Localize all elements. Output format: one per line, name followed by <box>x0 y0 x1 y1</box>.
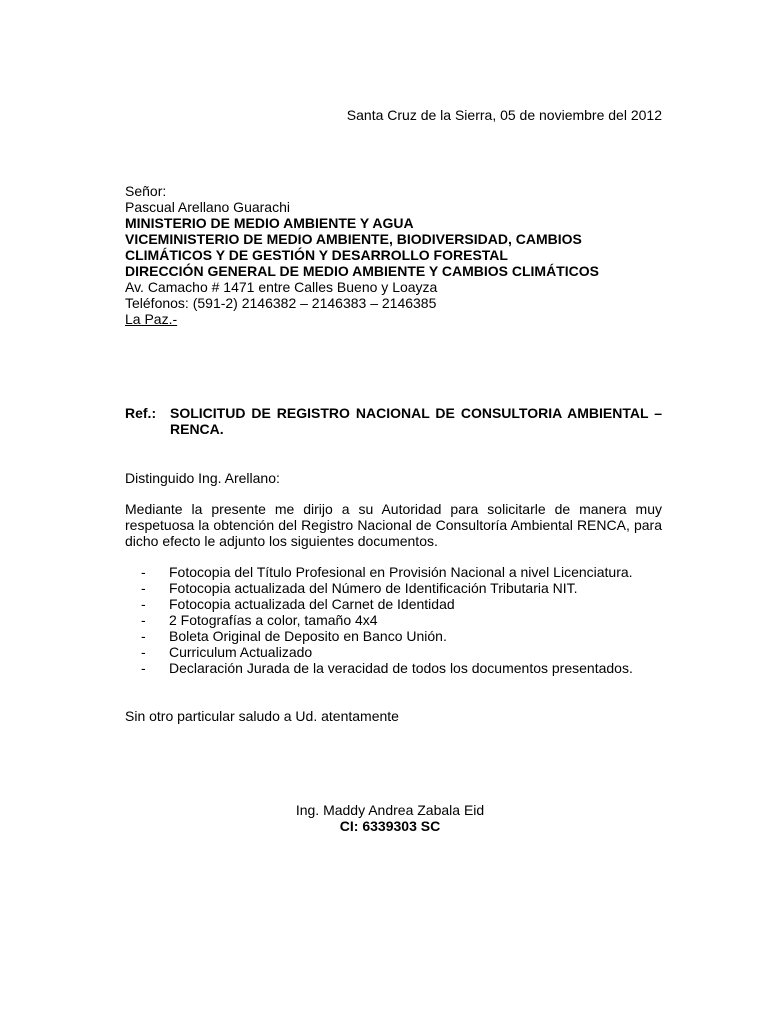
reference-label: Ref.: <box>125 405 157 421</box>
recipient-viceministry-line-1: VICEMINISTERIO DE MEDIO AMBIENTE, BIODIVERSIDAD, CAMBIOS <box>125 231 582 247</box>
recipient-phones: Teléfonos: (591-2) 2146382 – 2146383 – 2146385 <box>125 295 437 311</box>
list-bullet: - <box>141 612 146 628</box>
list-item <box>141 660 661 676</box>
list-bullet: - <box>141 644 146 660</box>
list-item-text: Curriculum Actualizado <box>169 644 313 660</box>
list-bullet: - <box>141 596 146 612</box>
list-item <box>141 564 661 580</box>
recipient-viceministry-line-2: CLIMÁTICOS Y DE GESTIÓN Y DESARROLLO FORESTAL <box>125 247 508 263</box>
date-line: Santa Cruz de la Sierra, 05 de noviembre del 2012 <box>346 107 662 123</box>
list-bullet: - <box>141 660 146 676</box>
list-bullet: - <box>141 580 146 596</box>
greeting: Distinguido Ing. Arellano: <box>125 470 280 486</box>
list-item <box>141 580 661 596</box>
recipient-address: Av. Camacho # 1471 entre Calles Bueno y Loayza <box>125 279 438 295</box>
closing-line: Sin otro particular saludo a Ud. atentamente <box>125 708 399 724</box>
recipient-name: Pascual Arellano Guarachi <box>125 199 290 215</box>
list-item-text: Boleta Original de Deposito en Banco Unión. <box>169 628 447 644</box>
recipient-direction: DIRECCIÓN GENERAL DE MEDIO AMBIENTE Y CAMBIOS CLIMÁTICOS <box>125 263 599 279</box>
recipient-ministry: MINISTERIO DE MEDIO AMBIENTE Y AGUA <box>125 215 414 231</box>
signature-name: Ing. Maddy Andrea Zabala Eid <box>295 802 485 818</box>
list-item-text: Fotocopia del Título Profesional en Provisión Nacional a nivel Licenciatura. <box>169 564 633 580</box>
list-bullet: - <box>141 564 146 580</box>
reference-block <box>125 405 662 437</box>
recipient-block <box>125 183 645 327</box>
list-bullet: - <box>141 628 146 644</box>
list-item <box>141 612 661 628</box>
list-item-text: Fotocopia actualizada del Carnet de Identidad <box>169 596 455 612</box>
list-item <box>141 644 661 660</box>
body-paragraph: Mediante la presente me dirijo a su Autoridad para solicitarle de manera muy respetuosa la obtención del Registro Nacional de Consultoría Ambiental RENCA, para dicho efecto le adjunto los siguientes documentos. <box>125 501 662 549</box>
list-item-text: Fotocopia actualizada del Número de Identificación Tributaria NIT. <box>169 580 578 596</box>
list-item-text: Declaración Jurada de la veracidad de todos los documentos presentados. <box>169 660 633 676</box>
recipient-salutation-title: Señor: <box>125 183 167 199</box>
list-item-text: 2 Fotografías a color, tamaño 4x4 <box>169 612 378 628</box>
reference-text: SOLICITUD DE REGISTRO NACIONAL DE CONSULTORIA AMBIENTAL – RENCA. <box>170 405 662 437</box>
signature-block <box>220 802 560 834</box>
signature-id: CI: 6339303 SC <box>339 818 441 834</box>
list-item <box>141 596 661 612</box>
documents-list <box>141 564 661 676</box>
recipient-city: La Paz.- <box>125 311 178 327</box>
list-item <box>141 628 661 644</box>
